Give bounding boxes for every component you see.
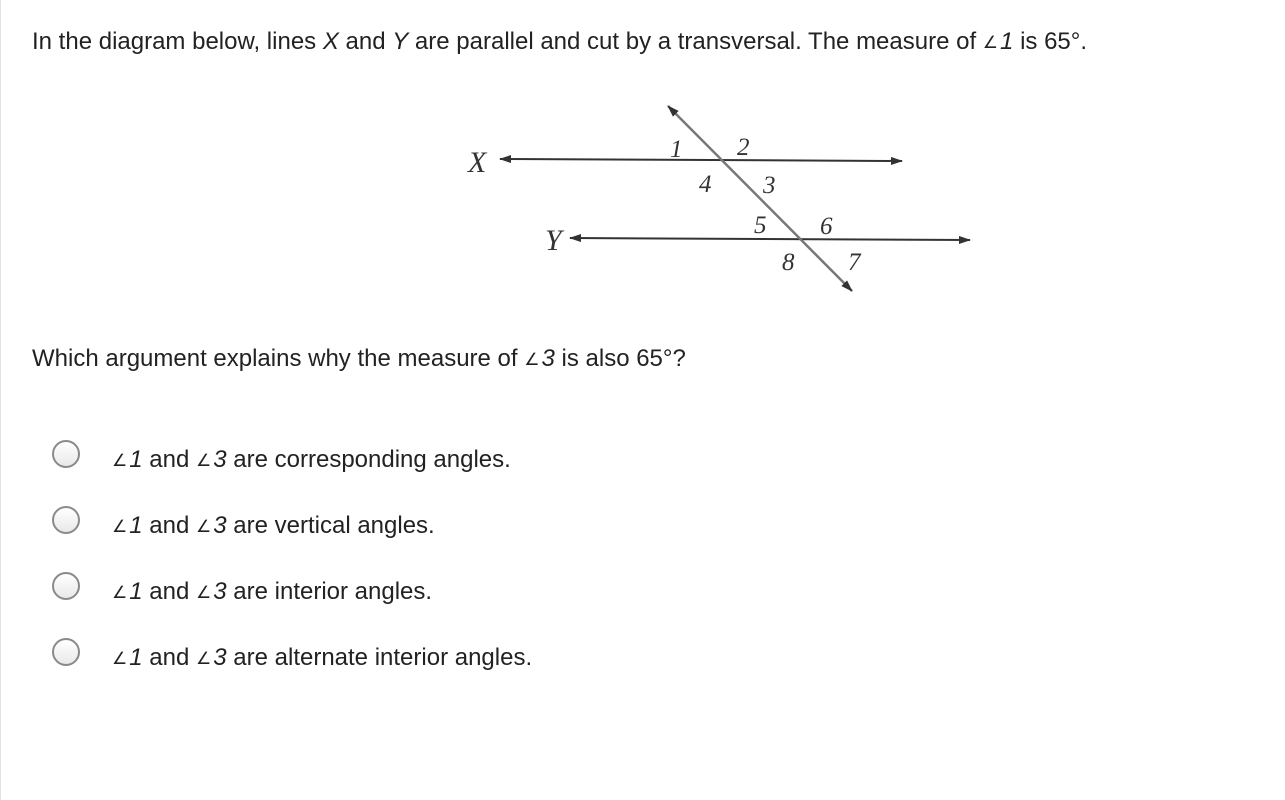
question-stem [32,24,1087,62]
parallel-lines-diagram [440,96,1000,306]
radio-button[interactable] [52,506,80,534]
stem-text-1: In the diagram below, lines [32,28,323,55]
line-y-name: Y [392,28,409,55]
angle-icon: ∠ [982,33,999,52]
angle-number: 1 [1000,28,1014,55]
angle-icon: ∠ [196,649,212,668]
angle-icon: ∠ [112,517,128,536]
line-y-label: Y [545,224,562,257]
choice-and: and [142,578,196,605]
choice-rest: are corresponding angles. [226,446,511,473]
angle-icon: ∠ [524,350,540,369]
choice-rest: are interior angles. [226,578,433,605]
answer-choice-corresponding[interactable] [50,436,750,502]
question-text-1: Which argument explains why the measure of [32,345,525,372]
angle-number: 3 [213,512,227,539]
angle-label-4: 4 [699,171,712,198]
angle-number: 3 [541,345,555,372]
angle-number: 1 [129,644,143,671]
choice-label [112,508,435,546]
radio-button[interactable] [52,638,80,666]
radio-button[interactable] [52,572,80,600]
question-text-2: is also 65°? [554,345,686,372]
angle-label-8: 8 [782,249,795,276]
angle-icon: ∠ [112,451,128,470]
angle-label-5: 5 [754,212,767,239]
angle-number: 3 [213,578,227,605]
choice-and: and [142,644,196,671]
answer-choice-interior[interactable] [50,568,750,634]
transversal-line [668,106,852,291]
angle-icon: ∠ [112,649,128,668]
choice-label [112,442,511,480]
answer-choice-alternate-interior[interactable] [50,634,750,700]
line-x [500,159,902,161]
angle-number: 3 [213,446,227,473]
stem-text-3: are parallel and cut by a transversal. The measure of [408,28,983,55]
angle-icon: ∠ [112,583,128,602]
angle-icon: ∠ [196,451,212,470]
angle-label-7: 7 [848,249,861,276]
radio-button[interactable] [52,440,80,468]
line-y [570,238,970,240]
angle-icon: ∠ [196,517,212,536]
choice-rest: are vertical angles. [226,512,435,539]
choice-and: and [142,446,196,473]
answer-choices [50,436,750,700]
stem-text-4: is 65°. [1013,28,1088,55]
answer-choice-vertical[interactable] [50,502,750,568]
angle-label-3: 3 [763,172,776,199]
angle-number: 1 [129,578,143,605]
angle-number: 1 [129,512,143,539]
angle-number: 3 [213,644,227,671]
choice-label [112,574,432,612]
angle-label-2: 2 [737,134,750,161]
line-x-name: X [322,28,339,55]
choice-label [112,640,532,678]
angle-label-1: 1 [670,136,683,163]
line-x-label: X [468,146,487,179]
stem-text-2: and [338,28,393,55]
question-prompt [32,341,686,379]
choice-rest: are alternate interior angles. [226,644,533,671]
angle-label-6: 6 [820,213,833,240]
angle-number: 1 [129,446,143,473]
left-border [0,0,1,800]
angle-icon: ∠ [196,583,212,602]
choice-and: and [142,512,196,539]
